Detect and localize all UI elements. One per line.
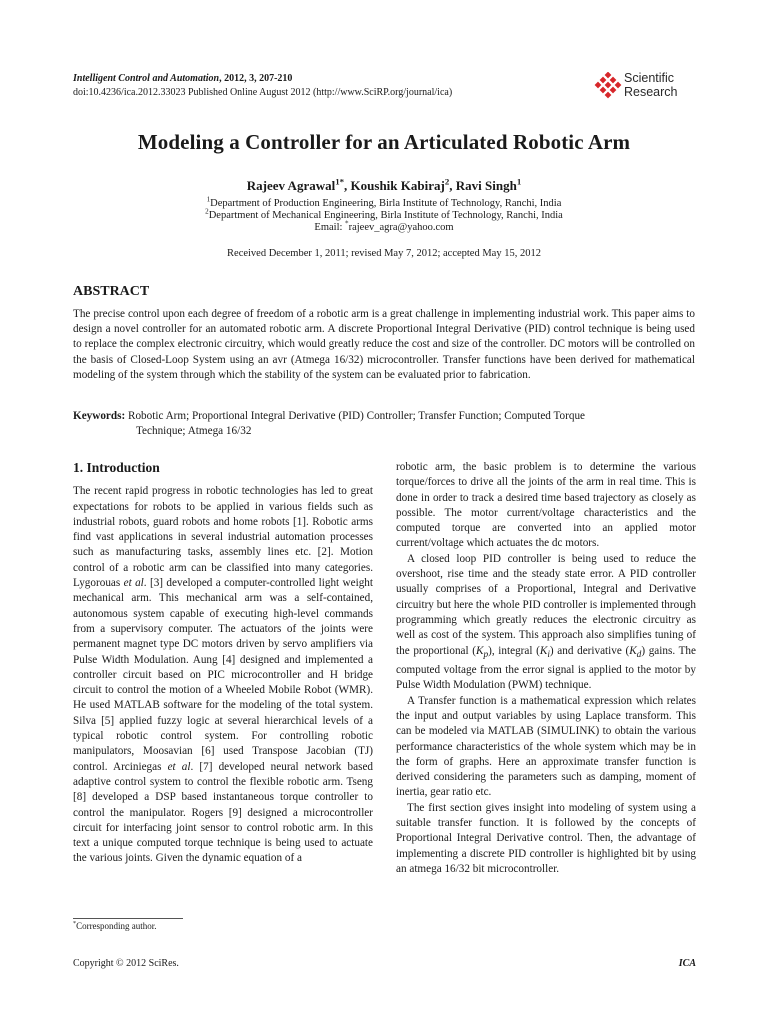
scientific-research-logo-icon: [594, 72, 622, 100]
author-marker: 1: [516, 176, 522, 187]
journal-volume: , 2012, 3, 207-210: [219, 73, 293, 84]
section-heading: 1. Introduction: [73, 460, 160, 475]
affiliation-1: $^1$Department of Production Engineering, Birla Institute of Technology, Ranchi, India: [206, 195, 562, 209]
doi-line: doi:10.4236/ica.2012.33023 Published Online August 2012 (http://www.SciRP.org/journal/ica): [73, 87, 453, 98]
left-column: [73, 460, 373, 867]
footnote-rule: [73, 918, 183, 919]
logo-line-2: Research: [624, 85, 678, 99]
author-marker: 1*: [335, 176, 345, 187]
author-name: Rajeev Agrawal: [246, 178, 336, 193]
abstract-heading: ABSTRACT: [73, 284, 150, 299]
logo-line-1: Scientific: [624, 71, 675, 85]
author-marker: 2: [444, 176, 450, 187]
author-name: Koushik Kabiraj: [350, 178, 445, 193]
publisher-logo: [594, 70, 704, 104]
intro-paragraph-4: A Transfer function is a mathematical expression which relates the input and output variables by using Laplace transform. This can be modeled via MATLAB (SIMULINK) to obtain the various performance characteristics of the whole system which may be in the form of graphs. Here an approximate transfer function is derived considering the parameters such as damping, moment of inertia, gear ratio etc.: [396, 694, 696, 799]
journal-header: [73, 72, 593, 100]
right-column: [396, 460, 696, 877]
email-address: rajeev_agra@yahoo.com: [348, 222, 454, 233]
author-email: Email: *rajeev_agra@yahoo.com: [314, 219, 454, 233]
keywords: [73, 409, 695, 439]
footnote: *Corresponding author.: [73, 921, 157, 931]
intro-paragraph-2: robotic arm, the basic problem is to determine the various torque/forces to drive all the joints of the arm in real time. This is done in order to track a desired time based trajectory as closely as possible. The motor current/voltage characteristics and the computed torque are converted into an applied motor current/voltage which actuates the dc motors.: [396, 461, 696, 550]
author-name: Ravi Singh: [455, 178, 517, 193]
affiliation-2: $^2$Department of Mechanical Engineering, Birla Institute of Technology, Ranchi, India: [205, 207, 563, 221]
intro-paragraph-1: The recent rapid progress in robotic technologies has led to great expectations for robots to be applied in various fields such as industrial robots, guard robots and home robots [1]. Robotic arms find vast applications in several industrial automation processes such as manufacturing tasks, assembly lines etc. [2]. Motion control of a robotic arm can be classified into many categories. Lygorouas et al. [3] developed a computer-controlled light weight mechanical arm. This mechanical arm was a self-contained, autonomous system capable of executing high-level commands from a supervisory computer. The actuators of the joints were permanent magnet type DC motors driven by servo amplifiers via Pulse Width Modulation. Aung [4] designed and implemented a controller circuit based on PIC microcontroller and H bridge circuit to control the motion of a Wheeled Mobile Robot (WMR). He used MATLAB software for the modeling of the total system. Silva [5] applied fuzzy logic at several hierarchical levels of a typical robotic control system. For controlling robotic manipulators, Moosavian [6] used Transpose Jacobian (TJ) control. Arciniegas et al. [7] developed neural network based adaptive control system to control the flexible robotic arm. Tseng [8] developed a DSP based instantaneous torque controller to control the manipulator. Rogers [9] designed a microcontroller circuit for interfacing joint sensor to control robotic arm. In this text a unique computed torque technique is being used to actuate the various joints. Given the dynamic equation of a: [73, 485, 373, 865]
logo-text: [624, 71, 678, 99]
intro-paragraph-5: The first section gives insight into modeling of system using a suitable transfer function. It is followed by the concepts of Proportional Integral Derivative control. Then, the advantage of implementing a discrete PID controller is highlighted bit by using an atmega 16/32 bit microcontroller.: [396, 801, 696, 875]
copyright-footer: Copyright © 2012 SciRes.: [73, 958, 179, 969]
intro-paragraph-3: A closed loop PID controller is being used to reduce the overshoot, rise time and the steady state error. A PID controller usually comprises of a Proportional, Integral and Derivative circuitry but here the whole PID controller is implemented through programming which greatly reduces the electronic circuitry as well as cost of the system. This approach also simplifies tuning of the proportional $(K_p)$, integral $(K_i)$ and derivative $(K_d)$ gains. The computed voltage from the error signal is applied to the motor by Pulse Width Modulation (PWM) technique.: [396, 552, 696, 692]
keywords-line-1: Robotic Arm; Proportional Integral Derivative (PID) Controller; Transfer Function; Computed Torque: [125, 410, 586, 422]
journal-name: Intelligent Control and Automation: [73, 73, 220, 84]
abstract-body: The precise control upon each degree of freedom of a robotic arm is a great challenge in implementing industrial work. This paper aims to design a novel controller for an automated robotic arm. A discrete Proportional Integral Derivative (PID) control technique is being used to replace the complex electronic circuitry, which would greatly reduce the cost and size of the controller. DC motors will be controlled on the basis of Closed-Loop System using an avr (Atmega 16/32) microcontroller. Transfer functions have been derived for mathematical modeling of the system through which the stability of the system can be evaluated prior to fabrication.: [73, 308, 695, 381]
paper-title: Modeling a Controller for an Articulated Robotic Arm: [137, 130, 631, 154]
keywords-line-2: Technique; Atmega 16/32: [136, 425, 252, 438]
journal-abbreviation: ICA: [678, 958, 696, 969]
author-list: Rajeev Agrawal$^{1*}$, Koushik Kabiraj$^2$, Ravi Singh$^1$: [246, 176, 522, 193]
received-dates: Received December 1, 2011; revised May 7, 2012; accepted May 15, 2012: [227, 248, 541, 259]
keywords-label: Keywords:: [73, 410, 126, 422]
